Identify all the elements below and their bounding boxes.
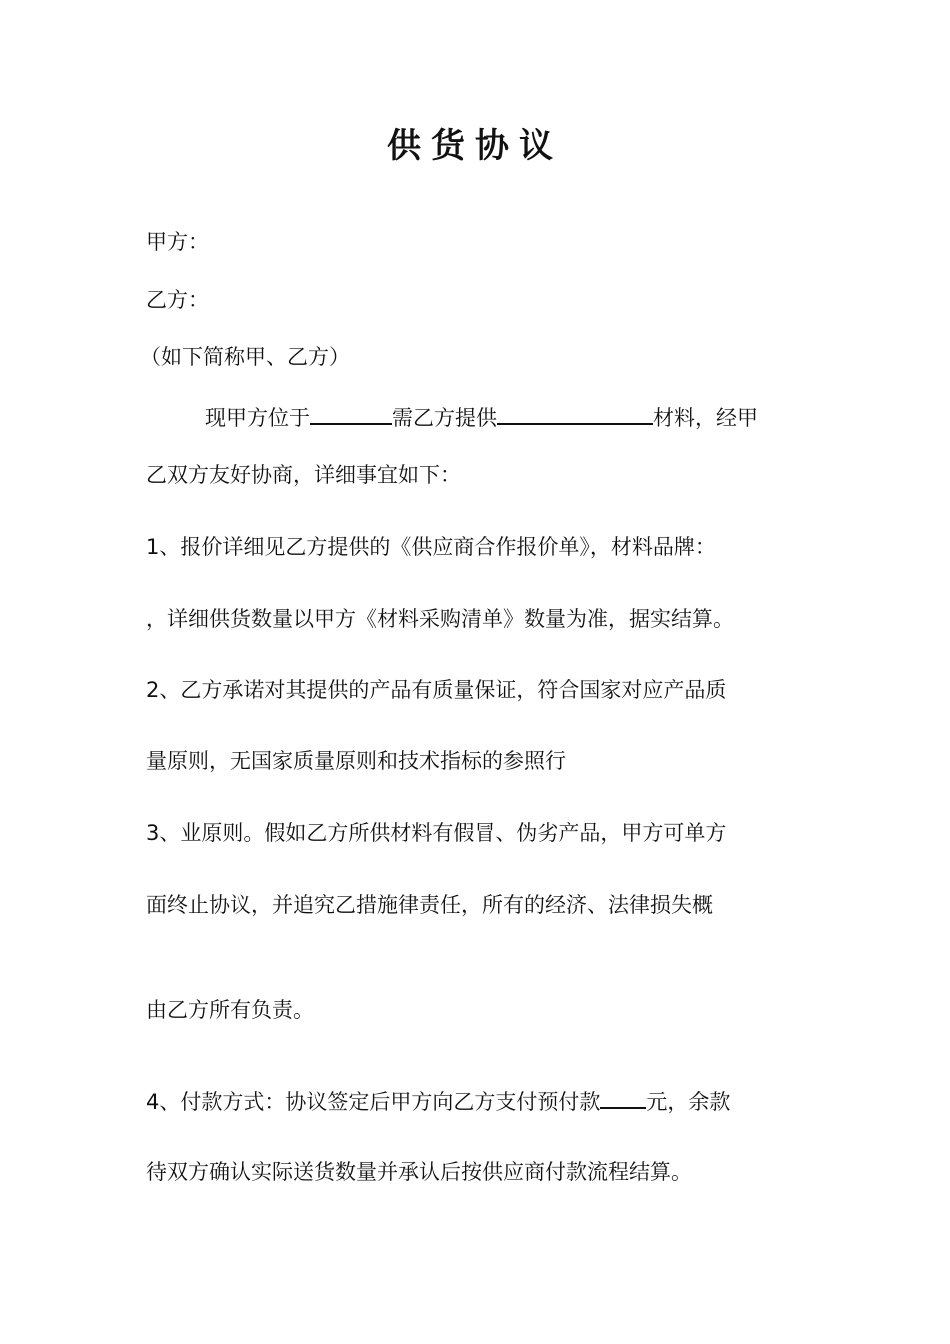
party-b-label: 乙方： <box>146 288 209 312</box>
clause-4-line-1 <box>146 1085 816 1117</box>
clause-2-line-1: 2、乙方承诺对其提供的产品有质量保证，符合国家对应产品质 <box>146 678 727 702</box>
clause-1-line-1: 1、报价详细见乙方提供的《供应商合作报价单》，材料品牌： <box>146 535 716 559</box>
intro-line-1 <box>205 401 875 433</box>
intro-text-location: 现甲方位于 <box>205 406 310 430</box>
intro-text-material: 材料，经甲 <box>653 406 758 430</box>
payment-text: 4、付款方式：协议签定后甲方向乙方支付预付款 <box>146 1090 601 1114</box>
abbreviation-note: （如下简称甲、乙方） <box>140 345 350 369</box>
clause-3-line-3: 由乙方所有负责。 <box>146 998 314 1022</box>
payment-text-remainder: 元，余款 <box>646 1090 731 1114</box>
location-blank <box>310 401 392 425</box>
clause-1-line-2: ，详细供货数量以甲方《材料采购清单》数量为准，据实结算。 <box>146 607 734 631</box>
prepayment-blank <box>600 1085 646 1109</box>
clause-4-line-2: 待双方确认实际送货数量并承认后按供应商付款流程结算。 <box>146 1160 692 1184</box>
document-title: 供货协议 <box>387 126 563 166</box>
intro-line-2: 乙双方友好协商，详细事宜如下： <box>146 463 461 487</box>
clause-3-line-1: 3、业原则。假如乙方所供材料有假冒、伪劣产品，甲方可单方 <box>146 821 727 845</box>
clause-3-line-2: 面终止协议，并追究乙措施律责任，所有的经济、法律损失概 <box>146 893 713 917</box>
material-blank <box>497 401 653 425</box>
party-a-label: 甲方： <box>146 230 209 254</box>
intro-text-supply: 需乙方提供 <box>392 406 497 430</box>
clause-2-line-2: 量原则，无国家质量原则和技术指标的参照行 <box>146 749 566 773</box>
